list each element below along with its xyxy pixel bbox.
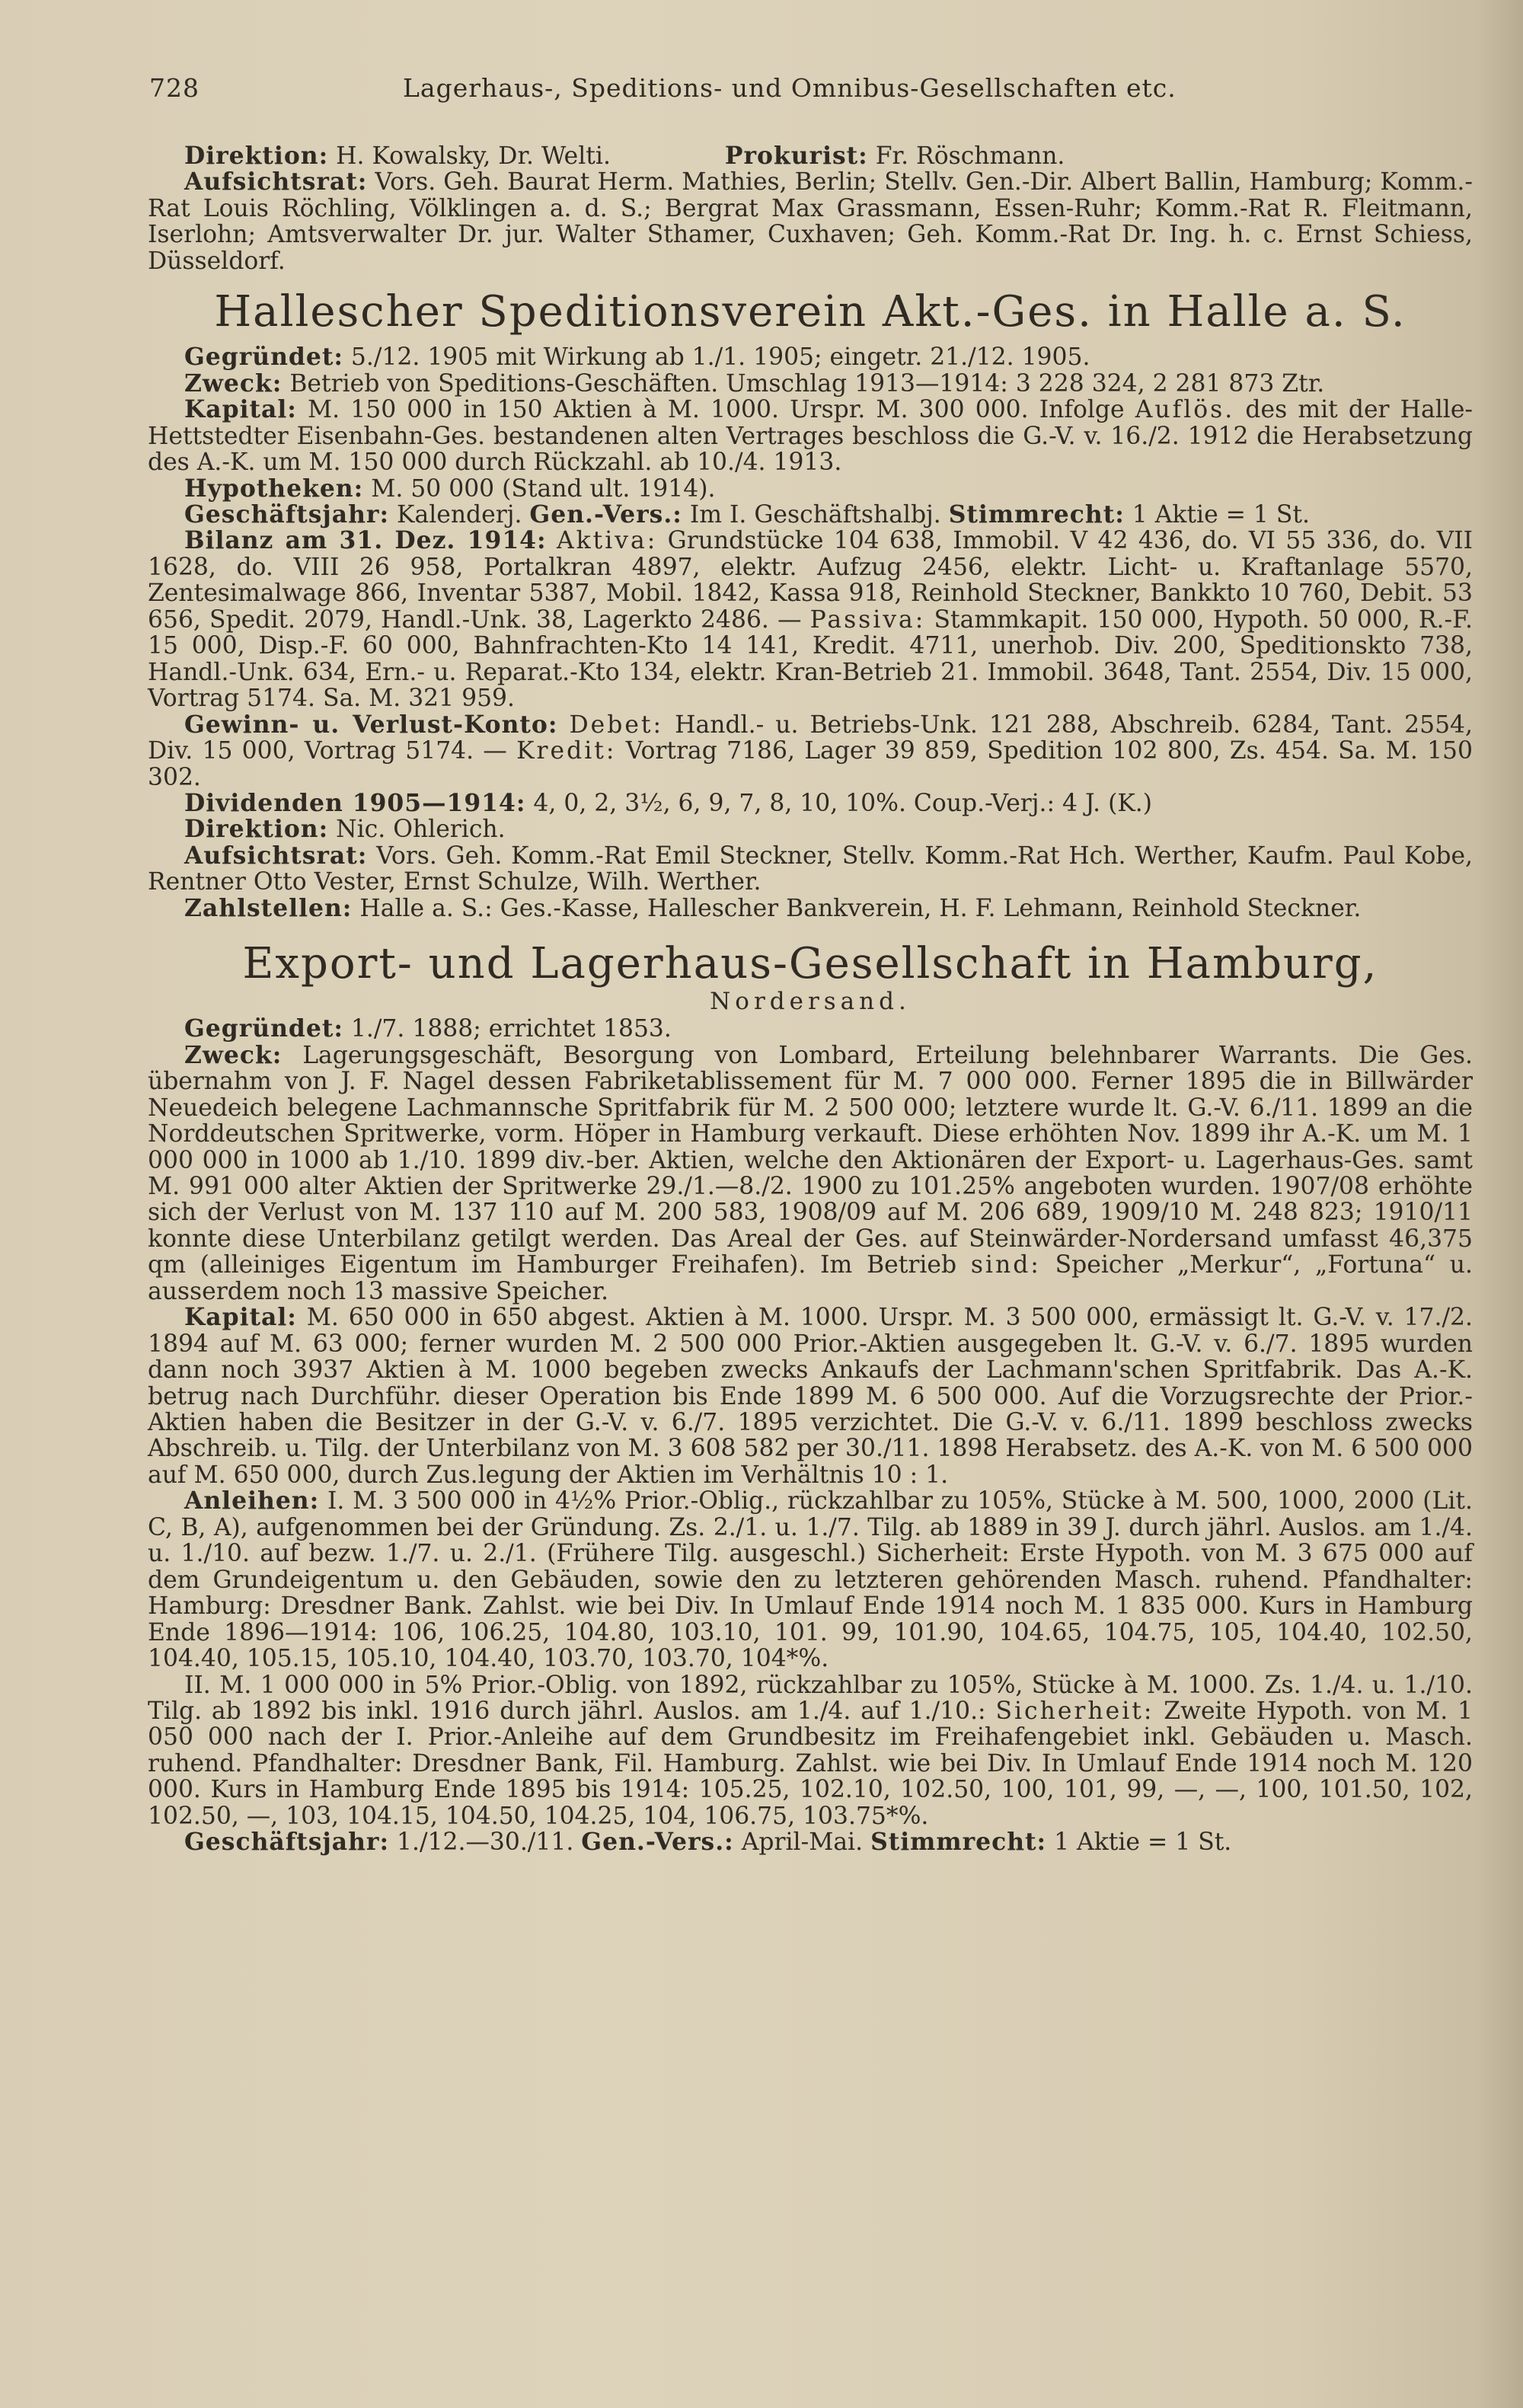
running-title: Lagerhaus-, Speditions- und Omnibus-Gesellschaften etc. bbox=[403, 73, 1177, 103]
label: Passiva: bbox=[809, 605, 926, 634]
text: Fr. Röschmann. bbox=[875, 142, 1065, 170]
label: Bilanz am 31. Dez. 1914: bbox=[184, 527, 547, 555]
text: 5./12. 1905 mit Wirkung ab 1./1. 1905; eingetr. 21./12. 1905. bbox=[350, 343, 1090, 372]
halle-kapital bbox=[148, 397, 1473, 475]
text: H. Kowalsky, Dr. Welti. bbox=[336, 142, 611, 170]
label: Aktiva: bbox=[556, 527, 658, 555]
label: Geschäftsjahr: bbox=[184, 500, 390, 529]
text: Zweite Hypoth. von M. 1 050 000 nach der I. Prior.-Anleihe auf dem Grundbesitz im Freihafengebiet inkl. Gebäuden u. Masch. ruhend. Pfandhalter: Dresdner Bank, Fil. Hamburg. Zahlst. wie bei Div. In Umlauf Ende 1914 noch M. 120 000. Kurs in Hamburg Ende 1895 bis 1914: 105.25, 102.10, 102.50, 100, 101, 99, —, —, 100, 101.50, 102, 102.50, —, 103, 104.15, 104.50, 104.25, 104, 106.75, 103.75*%. bbox=[148, 1697, 1473, 1830]
label: Direktion: bbox=[184, 816, 329, 844]
text: M. 50 000 (Stand ult. 1914). bbox=[371, 474, 716, 503]
text: Kalenderj. bbox=[397, 500, 522, 529]
label: Gegründet: bbox=[184, 343, 343, 372]
export-zweck bbox=[148, 1043, 1473, 1305]
text: Handl.- u. Betriebs-Unk. 121 288, Abschreib. 6284, Tant. 2554, Div. 15 000, Vortrag 5174. — bbox=[148, 711, 1473, 765]
label: Kapital: bbox=[184, 396, 297, 424]
label: Stimmrecht: bbox=[948, 500, 1125, 529]
label: Dividenden 1905—1914: bbox=[184, 789, 526, 817]
label: Direktion: bbox=[184, 142, 329, 170]
halle-dividenden bbox=[148, 790, 1473, 816]
text: Stammkapit. 150 000, Hypoth. 50 000, R.-F. 15 000, Disp.-F. 60 000, Bahnfrachten-Kto 14 141, Kredit. 4711, unerhob. Div. 200, Speditionskto 738, Handl.-Unk. 634, Ern.- u. Reparat.-Kto 134, elektr. Kran-Betrieb 21. Immobil. 3648, Tant. 2554, Div. 15 000, Vortrag 5174. Sa. M. 321 959. bbox=[148, 605, 1473, 713]
section-location: Nordersand. bbox=[710, 988, 911, 1016]
text: Lagerungsgeschäft, Besorgung von Lombard, Erteilung belehnbarer Warrants. Die Ges. übernahm von J. F. Nagel dessen Fabriketablissement für M. 7 000 000. Ferner 1895 die in Billwärder Neuedeich belegene Lachmannsche Spritfabrik für M. 2 500 000; letztere wurde lt. G.-V. 6./11. 1899 an die Norddeutschen Spritwerke, vorm. Höper in Hamburg verkauft. Diese erhöhten Nov. 1899 ihr A.-K. um M. 1 000 000 in 1000 ab 1./10. 1899 div.-ber. Aktien, welche den Aktionären der Export- u. Lagerhaus-Ges. samt M. 991 000 alter Aktien der Spritwerke 29./1.—8./2. 1900 zu 101.25% angeboten wurden. 1907/08 erhöhte sich der Verlust von M. 137 110 auf M. 200 583, 1908/09 auf M. 206 689, 1909/10 M. 248 823; 1910/11 konnte diese Unterbilanz getilgt werden. Das Areal der Ges. auf Steinwärder-Nordersand umfasst 46,375 qm (alleiniges Eigentum im Hamburger Freihafen). Im Betrieb bbox=[148, 1041, 1473, 1279]
label: Gen.-Vers.: bbox=[529, 500, 682, 529]
text: Auflös. bbox=[1135, 396, 1235, 424]
label: Prokurist: bbox=[724, 142, 868, 170]
text: II. M. 1 000 000 in 5% Prior.-Oblig. von 1892, rückzahlbar zu 105%, Stücke à M. 1000. Zs. 1./4. u. 1./10. Tilg. ab 1892 bis inkl. 1916 durch jährl. Auslos. am 1./4. auf 1./10.: bbox=[148, 1671, 1473, 1726]
text: M. 650 000 in 650 abgest. Aktien à M. 1000. Urspr. M. 3 500 000, ermässigt lt. G.-V. v. 17./2. 1894 auf M. 63 000; ferner wurden M. 2 500 000 Prior.-Aktien ausgegeben lt. G.-V. v. 6./7. 1895 wurden dann noch 3937 Aktien à M. 1000 begeben zwecks Ankaufs der Lachmann'schen Spritfabrik. Das A.-K. betrug nach Durchführ. dieser Operation bis Ende 1899 M. 6 500 000. Auf die Vorzugsrechte der Prior.-Aktien haben die Besitzer in der G.-V. v. 6./7. 1895 verzichtet. Die G.-V. v. 6./11. 1899 beschloss zwecks Abschreib. u. Tilg. der Unterbilanz von M. 3 608 582 per 30./11. 1898 Herabsetz. des A.-K. von M. 6 500 000 auf M. 650 000, durch Zus.legung der Aktien im Verhältnis 10 : 1. bbox=[148, 1304, 1473, 1489]
text: Halle a. S.: Ges.-Kasse, Hallescher Bankverein, H. F. Lehmann, Reinhold Steckner. bbox=[359, 894, 1362, 922]
label: Anleihen: bbox=[184, 1487, 320, 1515]
text: Im I. Geschäftshalbj. bbox=[689, 500, 941, 529]
label: Kredit: bbox=[516, 737, 617, 765]
label: Hypotheken: bbox=[184, 474, 364, 503]
text: Grundstücke 104 638, Immobil. V 42 436, do. VI 55 336, do. VII 1628, do. VIII 26 958, Portalkran 4897, elektr. Aufzug 2456, elektr. Licht- u. Kraftanlage 5570, Zentesimalwage 866, Inventar 5387, Mobil. 1842, Kassa 918, Reinhold Steckner, Bankkto 10 760, Debit. 53 656, Spedit. 2079, Handl.-Unk. 38, Lagerkto 2486. — bbox=[148, 527, 1473, 634]
label: Zweck: bbox=[184, 1041, 283, 1069]
text: sind: bbox=[970, 1251, 1041, 1279]
text: Sicherheit: bbox=[995, 1697, 1154, 1726]
halle-gewinn-verlust bbox=[148, 712, 1473, 790]
text: I. M. 3 500 000 in 4½% Prior.-Oblig., rückzahlbar zu 105%, Stücke à M. 500, 1000, 2000 (Lit. C, B, A), aufgenommen bei der Gründung. Zs. 2./1. u. 1./7. Tilg. ab 1889 in 39 J. durch jährl. Auslos. am 1./4. u. 1./10. auf bezw. 1./7. u. 2./1. (Frühere Tilg. ausgeschl.) Sicherheit: Erste Hypoth. von M. 3 675 000 auf dem Grundeigentum u. den Gebäuden, sowie den zu letzteren gehörenden Masch. ruhend. Pfandhalter: Hamburg: Dresdner Bank. Zahlst. wie bei Div. In Umlauf Ende 1914 noch M. 1 835 000. Kurs in Hamburg Ende 1896—1914: 106, 106.25, 104.80, 103.10, 101. 99, 101.90, 104.65, 104.75, 105, 104.40, 102.50, 104.40, 105.15, 105.10, 104.40, 103.70, 103.70, 104*%. bbox=[148, 1487, 1473, 1673]
text: Nic. Ohlerich. bbox=[336, 816, 506, 844]
text: Betrieb von Speditions-Geschäften. Umschlag 1913—1914: 3 228 324, 2 281 873 Ztr. bbox=[289, 369, 1325, 398]
label: Aufsichtsrat: bbox=[184, 168, 368, 196]
export-geschaeftsjahr bbox=[148, 1829, 1473, 1855]
text: Speicher „Merkur“, „Fortuna“ u. ausserdem noch 13 massive Speicher. bbox=[148, 1251, 1473, 1305]
text: M. 150 000 in 150 Aktien à M. 1000. Urspr. M. 300 000. Infolge bbox=[308, 396, 1125, 424]
prev-direktion bbox=[148, 143, 1473, 169]
halle-direktion bbox=[148, 816, 1473, 842]
text: 1./12.—30./11. bbox=[397, 1828, 574, 1857]
halle-aufsichtsrat bbox=[148, 843, 1473, 896]
running-head bbox=[149, 73, 1474, 111]
text: 1./7. 1888; errichtet 1853. bbox=[350, 1015, 672, 1043]
text: Vortrag 7186, Lager 39 859, Spedition 102 800, Zs. 454. Sa. M. 150 302. bbox=[148, 737, 1473, 791]
export-anleihe-2 bbox=[148, 1672, 1473, 1830]
halle-zweck bbox=[148, 371, 1473, 397]
label: Gewinn- u. Verlust-Konto: bbox=[184, 711, 558, 739]
text: 4, 0, 2, 3½, 6, 9, 7, 8, 10, 10%. Coup.-Verj.: 4 J. (K.) bbox=[533, 789, 1153, 817]
section-title-export: Export- und Lagerhaus-Gesellschaft in Hamburg, bbox=[242, 939, 1378, 989]
text: 1 Aktie = 1 St. bbox=[1132, 500, 1310, 529]
label: Zahlstellen: bbox=[184, 894, 353, 922]
prev-aufsichtsrat bbox=[148, 169, 1473, 274]
export-anleihe-1 bbox=[148, 1488, 1473, 1672]
text: des mit der Halle-Hettstedter Eisenbahn-Ges. bestandenen alten Vertrages beschloss die G.-V. v. 16./2. 1912 die Herabsetzung des A.-K. um M. 150 000 durch Rückzahl. ab 10./4. 1913. bbox=[148, 396, 1474, 477]
page-content bbox=[148, 143, 1473, 1856]
halle-geschaeftsjahr bbox=[148, 502, 1473, 528]
label: Stimmrecht: bbox=[870, 1828, 1047, 1857]
export-gegruendet bbox=[148, 1016, 1473, 1042]
label: Gen.-Vers.: bbox=[581, 1828, 734, 1857]
halle-hypotheken bbox=[148, 476, 1473, 502]
text: Vors. Geh. Komm.-Rat Emil Steckner, Stellv. Komm.-Rat Hch. Werther, Kaufm. Paul Kobe, Rentner Otto Vester, Ernst Schulze, Wilh. Werther. bbox=[148, 842, 1473, 896]
label: Debet: bbox=[569, 711, 664, 739]
label: Kapital: bbox=[184, 1304, 297, 1332]
text: 1 Aktie = 1 St. bbox=[1054, 1828, 1232, 1857]
section-title-halle: Hallescher Speditionsverein Akt.-Ges. in Halle a. S. bbox=[214, 287, 1406, 337]
label: Aufsichtsrat: bbox=[184, 842, 368, 870]
halle-zahlstellen bbox=[148, 896, 1473, 921]
label: Gegründet: bbox=[184, 1015, 343, 1043]
halle-bilanz bbox=[148, 528, 1473, 711]
page-number: 728 bbox=[149, 73, 200, 103]
text: Vors. Geh. Baurat Herm. Mathies, Berlin; Stellv. Gen.-Dir. Albert Ballin, Hamburg; Komm.-Rat Louis Röchling, Völklingen a. d. S.; Bergrat Max Grassmann, Essen-Ruhr; Komm.-Rat R. Fleitmann, Iserlohn; Amtsverwalter Dr. jur. Walter Sthamer, Cuxhaven; Geh. Komm.-Rat Dr. Ing. h. c. Ernst Schiess, Düsseldorf. bbox=[148, 168, 1473, 275]
label: Geschäftsjahr: bbox=[184, 1828, 390, 1857]
label: Zweck: bbox=[184, 369, 283, 398]
halle-gegruendet bbox=[148, 344, 1473, 370]
export-kapital bbox=[148, 1305, 1473, 1488]
text: April-Mai. bbox=[741, 1828, 864, 1857]
